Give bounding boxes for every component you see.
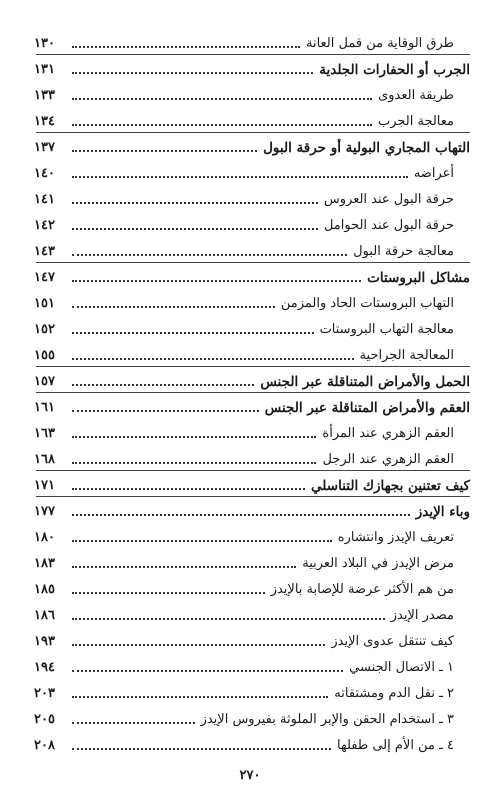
toc-entry xyxy=(34,210,470,236)
toc-entry-page-number: ٢٠٥ xyxy=(34,712,55,727)
toc-entry xyxy=(34,652,470,678)
toc-entry-page-number: ١٨٥ xyxy=(34,582,55,597)
toc-entry-page-number: ١٣٤ xyxy=(34,114,55,129)
toc-entry xyxy=(34,678,470,704)
toc-entry xyxy=(34,522,470,548)
toc-entry-title: طرق الوقاية من قمل العانة xyxy=(305,36,454,51)
toc-entry-page-number: ١٣٧ xyxy=(34,140,55,155)
toc-entry-page-number: ١٤٠ xyxy=(34,166,55,181)
toc-entry-page-number: ١٦٣ xyxy=(34,426,55,441)
toc-entry-title: الحمل والأمراض المتناقلة عبر الجنس xyxy=(260,374,470,390)
toc-entry-page-number: ١٩٣ xyxy=(34,634,55,649)
toc-entry xyxy=(34,496,470,522)
dot-leader xyxy=(72,410,259,412)
toc-entry xyxy=(34,366,470,392)
dot-leader xyxy=(72,202,318,204)
toc-entry xyxy=(34,548,470,574)
dot-leader xyxy=(72,98,372,100)
toc-entry-title: أعراضه xyxy=(413,166,454,181)
toc-entry-title: كيف تعتنين بجهازك التناسلي xyxy=(311,478,470,494)
dot-leader xyxy=(72,722,195,724)
toc-entry xyxy=(34,28,470,54)
dot-leader xyxy=(72,176,408,178)
toc-entry-page-number: ١٨٦ xyxy=(34,608,55,623)
dot-leader xyxy=(72,332,314,334)
toc-entry-page-number: ١٧١ xyxy=(34,478,55,493)
dot-leader xyxy=(72,72,313,74)
toc-entry xyxy=(34,288,470,314)
toc-entry-title: ٢ ـ نقل الدم ومشتقاته xyxy=(334,686,454,701)
toc-entry-title: كيف تنتقل عدوى الإيدز xyxy=(331,634,454,649)
toc-entry-page-number: ١٤٣ xyxy=(34,244,55,259)
dot-leader xyxy=(72,384,254,386)
toc-entry-title: مشاكل البروستات xyxy=(367,270,470,286)
toc-entry xyxy=(34,418,470,444)
toc-entry-title: معالجة الجرب xyxy=(377,114,454,129)
toc-entry-title: العقم الزهري عند الرجل xyxy=(322,452,454,467)
toc-entry-page-number: ١٨٣ xyxy=(34,556,55,571)
toc-entry xyxy=(34,626,470,652)
toc-entry-title: المعالجة الجراحية xyxy=(359,348,454,363)
toc-entry xyxy=(34,574,470,600)
dot-leader xyxy=(72,488,305,490)
dot-leader xyxy=(72,748,331,750)
dot-leader xyxy=(72,254,347,256)
dot-leader xyxy=(72,644,325,646)
toc-entry-page-number: ١٤١ xyxy=(34,192,55,207)
dot-leader xyxy=(72,540,332,542)
toc-entry-page-number: ١٨٠ xyxy=(34,530,55,545)
toc-entry xyxy=(34,340,470,366)
toc-entry-page-number: ١٦٨ xyxy=(34,452,55,467)
toc-entry xyxy=(34,444,470,470)
toc-entry-title: حرقة البول عند العروس xyxy=(323,192,454,207)
dot-leader xyxy=(72,670,343,672)
dot-leader xyxy=(72,514,410,516)
toc-entry-title: العقم الزهري عند المرأة xyxy=(322,426,454,441)
toc-entry-title: الجرب أو الحفارات الجلدية xyxy=(319,62,470,78)
toc-entry-page-number: ١٧٧ xyxy=(34,504,55,519)
toc-entry xyxy=(34,314,470,340)
toc-entry-title: التهاب المجاري البولية أو حرقة البول xyxy=(263,140,470,156)
dot-leader xyxy=(72,696,328,698)
toc-entry-title: وباء الإيدز xyxy=(415,504,470,520)
toc-entry xyxy=(34,106,470,132)
toc-entry-page-number: ٢٠٣ xyxy=(34,686,55,701)
toc-entry-page-number: ١٥٧ xyxy=(34,374,55,389)
toc-entry-page-number: ٢٠٨ xyxy=(34,738,55,753)
toc-entry xyxy=(34,236,470,262)
dot-leader xyxy=(72,228,318,230)
toc-entry-title: مرض الإيدز في البلاد العربية xyxy=(302,556,454,571)
toc-entry xyxy=(34,184,470,210)
toc-entry-page-number: ١٥٥ xyxy=(34,348,55,363)
toc-entry-title: معالجة التهاب البروستات xyxy=(319,322,454,337)
toc-entry-title: تعريف الإيدز وانتشاره xyxy=(337,530,454,545)
toc-entry xyxy=(34,158,470,184)
toc-entry-page-number: ١٣١ xyxy=(34,62,55,77)
dot-leader xyxy=(72,280,361,282)
dot-leader xyxy=(72,618,385,620)
toc-entry-title: العقم والأمراض المتناقلة عبر الجنس xyxy=(264,400,470,416)
toc-entry-title: التهاب البروستات الحاد والمزمن xyxy=(280,296,454,311)
toc-entry-title: ٣ ـ استخدام الحقن والإبر الملوثة بفيروس الإيدز xyxy=(200,712,454,727)
toc-entry-page-number: ١٥١ xyxy=(34,296,55,311)
toc-entry-page-number: ١٥٢ xyxy=(34,322,55,337)
toc-entry xyxy=(34,54,470,80)
page-number: ٢٧٠ xyxy=(239,768,261,783)
dot-leader xyxy=(72,358,354,360)
toc-entry xyxy=(34,392,470,418)
dot-leader xyxy=(72,46,300,48)
toc-entry-page-number: ١٤٢ xyxy=(34,218,55,233)
dot-leader xyxy=(72,150,257,152)
dot-leader xyxy=(72,462,316,464)
toc-entry-page-number: ١٤٧ xyxy=(34,270,55,285)
toc-entry-title: حرقة البول عند الحوامل xyxy=(323,218,454,233)
toc-entry xyxy=(34,704,470,730)
toc-entry xyxy=(34,600,470,626)
toc-entry-title: ٤ ـ من الأم إلى طفلها xyxy=(337,738,454,753)
toc-entry-title: معالجة حرقة البول xyxy=(353,244,454,259)
toc-entry-title: ١ ـ الاتصال الجنسي xyxy=(349,660,454,675)
toc-entry xyxy=(34,730,470,756)
dot-leader xyxy=(72,436,316,438)
dot-leader xyxy=(72,566,296,568)
toc-entry-title: طريقة العدوى xyxy=(378,88,454,103)
toc-entry-title: من هم الأكثر عرضة للإصابة بالإيدز xyxy=(270,582,454,597)
toc-entry xyxy=(34,262,470,288)
dot-leader xyxy=(72,124,372,126)
toc-entry xyxy=(34,80,470,106)
toc-entry-page-number: ١٣٣ xyxy=(34,88,55,103)
toc-entry-title: مصدر الإيدز xyxy=(390,608,454,623)
toc-entry-page-number: ١٦١ xyxy=(34,400,55,415)
toc-entry xyxy=(34,470,470,496)
dot-leader xyxy=(72,592,265,594)
table-of-contents xyxy=(34,28,470,756)
toc-entry xyxy=(34,132,470,158)
dot-leader xyxy=(72,306,275,308)
toc-entry-page-number: ١٩٤ xyxy=(34,660,55,675)
toc-entry-page-number: ١٣٠ xyxy=(34,36,55,51)
